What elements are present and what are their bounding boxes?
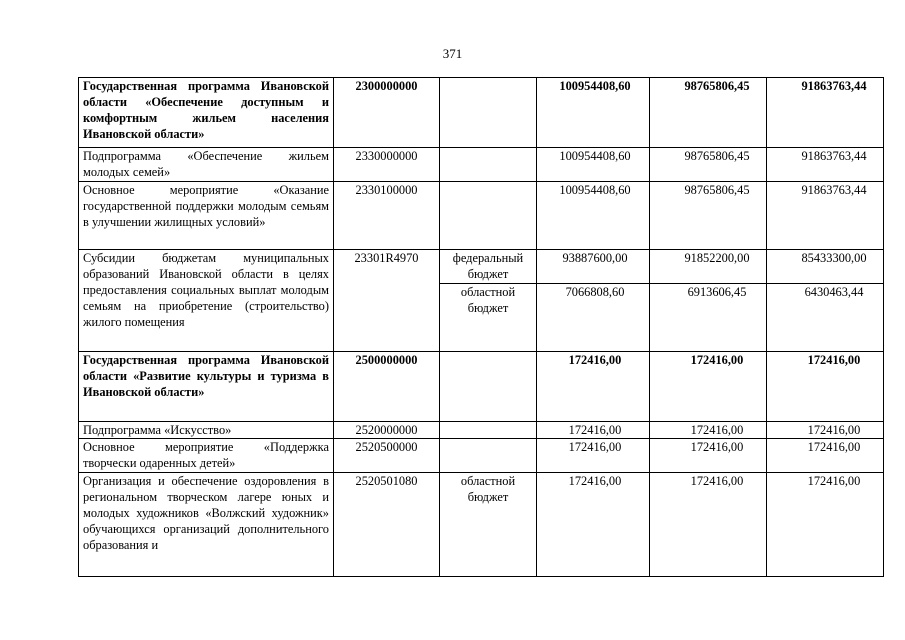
- row-source: [440, 422, 537, 439]
- row-code: 23301R4970: [334, 250, 440, 352]
- row-source: областной бюджет: [440, 284, 537, 352]
- row-value-1: 100954408,60: [537, 148, 650, 182]
- row-value-3: 172416,00: [767, 352, 884, 422]
- row-value-3: 91863763,44: [767, 182, 884, 250]
- table-row: [79, 78, 884, 148]
- table-row: [79, 473, 884, 577]
- row-name: Основное мероприятие «Оказание государственной поддержки молодым семьям в улучшении жилищных условий»: [79, 182, 334, 250]
- row-source: [440, 78, 537, 148]
- row-value-3: 85433300,00: [767, 250, 884, 284]
- row-value-3: 172416,00: [767, 439, 884, 473]
- table-row: [79, 439, 884, 473]
- row-code: 2520500000: [334, 439, 440, 473]
- row-value-2: 6913606,45: [650, 284, 767, 352]
- row-value-2: 98765806,45: [650, 182, 767, 250]
- table-row: [79, 352, 884, 422]
- row-code: 2330000000: [334, 148, 440, 182]
- row-code: 2500000000: [334, 352, 440, 422]
- row-value-1: 172416,00: [537, 473, 650, 577]
- row-code: 2520501080: [334, 473, 440, 577]
- row-value-3: 91863763,44: [767, 78, 884, 148]
- row-value-2: 172416,00: [650, 422, 767, 439]
- row-name: Организация и обеспечение оздоровления в региональном творческом лагере юных и молодых художников «Волжский художник» обучающихся организаций дополнительного образования и: [79, 473, 334, 577]
- row-value-2: 91852200,00: [650, 250, 767, 284]
- row-value-2: 98765806,45: [650, 78, 767, 148]
- table-row: [79, 148, 884, 182]
- page-number: 371: [442, 46, 463, 61]
- row-value-3: 172416,00: [767, 422, 884, 439]
- row-value-1: 7066808,60: [537, 284, 650, 352]
- row-value-1: 100954408,60: [537, 78, 650, 148]
- table-row: [79, 422, 884, 439]
- row-value-3: 91863763,44: [767, 148, 884, 182]
- row-value-3: 172416,00: [767, 473, 884, 577]
- row-value-2: 172416,00: [650, 439, 767, 473]
- row-name: Государственная программа Ивановской области «Развитие культуры и туризма в Ивановской области»: [79, 352, 334, 422]
- row-value-1: 100954408,60: [537, 182, 650, 250]
- budget-table: [78, 77, 884, 577]
- row-name: Основное мероприятие «Поддержка творчески одаренных детей»: [79, 439, 334, 473]
- row-source: областной бюджет: [440, 473, 537, 577]
- row-value-3: 6430463,44: [767, 284, 884, 352]
- row-value-1: 172416,00: [537, 439, 650, 473]
- row-code: 2330100000: [334, 182, 440, 250]
- row-source: [440, 148, 537, 182]
- row-name: Государственная программа Ивановской области «Обеспечение доступным и комфортным жильем населения Ивановской области»: [79, 78, 334, 148]
- row-name: Субсидии бюджетам муниципальных образований Ивановской области в целях предоставления социальных выплат молодым семьям на приобретение (строительство) жилого помещения: [79, 250, 334, 352]
- row-value-2: 172416,00: [650, 352, 767, 422]
- row-value-1: 172416,00: [537, 422, 650, 439]
- table-row: [79, 182, 884, 250]
- row-code: 2520000000: [334, 422, 440, 439]
- row-name: Подпрограмма «Искусство»: [79, 422, 334, 439]
- row-source: [440, 439, 537, 473]
- row-code: 2300000000: [334, 78, 440, 148]
- row-source: федеральный бюджет: [440, 250, 537, 284]
- row-source: [440, 182, 537, 250]
- row-value-2: 98765806,45: [650, 148, 767, 182]
- row-value-2: 172416,00: [650, 473, 767, 577]
- row-value-1: 172416,00: [537, 352, 650, 422]
- table-row: [79, 250, 884, 284]
- row-name: Подпрограмма «Обеспечение жильем молодых семей»: [79, 148, 334, 182]
- row-value-1: 93887600,00: [537, 250, 650, 284]
- row-source: [440, 352, 537, 422]
